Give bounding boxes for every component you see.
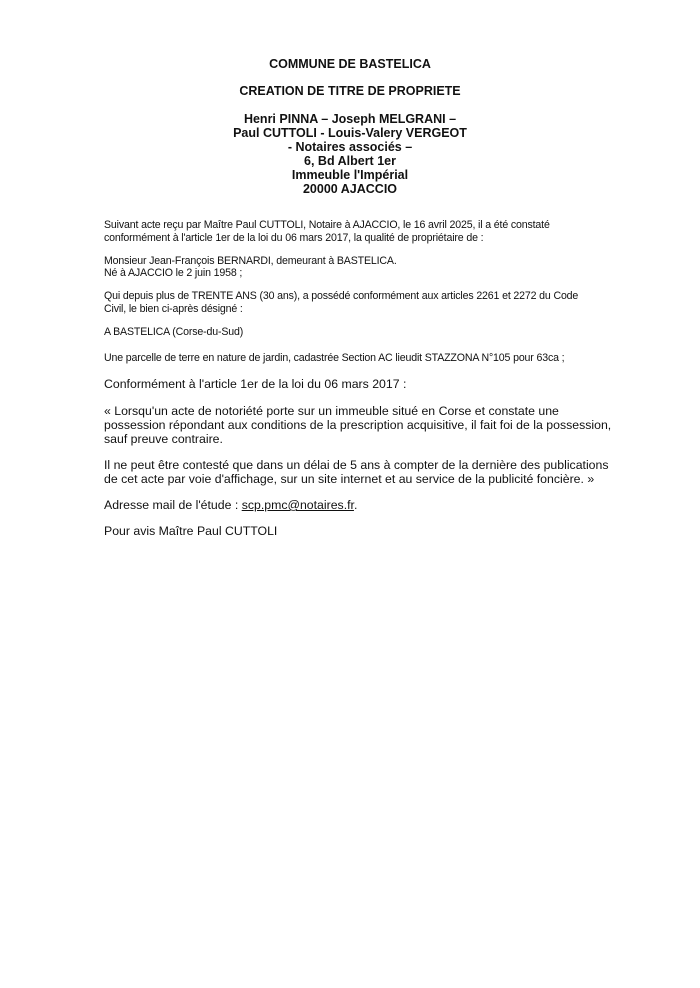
address-line-2: Immeuble l'Impérial (291, 168, 409, 182)
signature: Pour avis Maître Paul CUTTOLI (104, 524, 278, 538)
contest-line-1: Il ne peut être contesté que dans un délai de 5 ans à compter de la dernière des publications (104, 458, 609, 472)
quote-line-3: sauf preuve contraire. (104, 432, 223, 446)
notaries-line-2: Paul CUTTOLI - Louis-Valery VERGEOT (233, 126, 467, 140)
notaries-line-3: - Notaires associés – (287, 140, 413, 154)
email-suffix: . (353, 498, 358, 512)
location: A BASTELICA (Corse-du-Sud) (104, 326, 244, 338)
commune-title: COMMUNE DE BASTELICA (269, 57, 431, 71)
paragraph-act-line-2: conformément à l'article 1er de la loi du 06 mars 2017, la qualité de propriétaire de : (104, 232, 484, 244)
possession-line-2: Civil, le bien ci-après désigné : (104, 303, 243, 315)
email-link[interactable]: scp.pmc@notaires.fr (241, 498, 354, 512)
law-reference: Conformément à l'article 1er de la loi du 06 mars 2017 : (104, 377, 407, 391)
quote-line-1: « Lorsqu'un acte de notoriété porte sur un immeuble situé en Corse et constate une (104, 404, 559, 418)
document-title: CREATION DE TITRE DE PROPRIETE (239, 84, 461, 98)
paragraph-act-line-1: Suivant acte reçu par Maître Paul CUTTOLI, Notaire à AJACCIO, le 16 avril 2025, il a été constaté (104, 219, 550, 231)
quote-line-2: possession répondant aux conditions de la prescription acquisitive, il fait foi de la possession, (104, 418, 612, 432)
email-line (104, 498, 357, 513)
owner-line-2: Né à AJACCIO le 2 juin 1958 ; (104, 267, 243, 279)
address-line-3: 20000 AJACCIO (302, 182, 398, 196)
possession-line-1: Qui depuis plus de TRENTE ANS (30 ans), a possédé conformément aux articles 2261 et 2272 du Code (104, 290, 579, 302)
email-label: Adresse mail de l'étude : (104, 498, 242, 512)
notaries-line-1: Henri PINNA – Joseph MELGRANI – (243, 112, 457, 126)
parcel-description: Une parcelle de terre en nature de jardin, cadastrée Section AC lieudit STAZZONA N°105 pour 63ca ; (104, 352, 565, 364)
owner-line-1: Monsieur Jean-François BERNARDI, demeurant à BASTELICA. (104, 255, 397, 267)
address-line-1: 6, Bd Albert 1er (304, 154, 396, 168)
contest-line-2: de cet acte par voie d'affichage, sur un site internet et au service de la publicité foncière. » (104, 472, 595, 486)
